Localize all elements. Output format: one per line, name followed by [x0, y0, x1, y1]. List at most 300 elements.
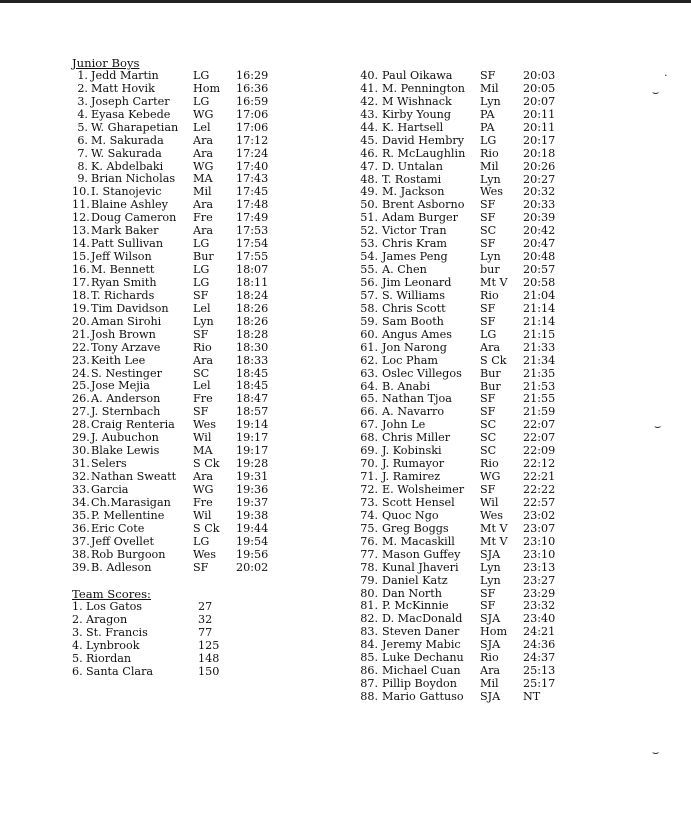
- place-number: 32.: [72, 470, 90, 483]
- runner-name: Paul Oikawa: [382, 69, 453, 82]
- team-code: LG: [193, 237, 210, 251]
- place-number: 24.: [72, 366, 90, 380]
- team-code: Ara: [193, 470, 214, 483]
- team-code: Lyn: [480, 573, 501, 587]
- runner-name: Brent Asborno: [382, 198, 465, 212]
- result-row: [72, 547, 269, 562]
- runner-name: Eric Cote: [91, 521, 145, 535]
- finish-time: 19:31: [236, 470, 269, 483]
- team-code: SF: [480, 211, 496, 225]
- place-number: 14.: [72, 237, 90, 251]
- place-number: 9.: [77, 172, 88, 186]
- runner-name: Tim Davidson: [91, 301, 169, 315]
- team-code: Bur: [480, 379, 501, 393]
- team-code: Hom: [193, 81, 221, 95]
- place-number: 29.: [72, 431, 90, 445]
- finish-time: 17:48: [236, 198, 269, 212]
- finish-time: 22:12: [523, 457, 556, 471]
- place-number: 88.: [360, 690, 378, 703]
- runner-name: Kunal Jhaveri: [382, 560, 459, 574]
- result-row: [72, 314, 269, 329]
- place-number: 31.: [72, 457, 90, 471]
- runner-name: M. Bennett: [91, 263, 155, 276]
- finish-time: 18:57: [236, 405, 269, 419]
- result-row: [72, 94, 269, 109]
- scan-speck: ⌣: [654, 420, 662, 433]
- team-code: Lel: [193, 379, 211, 393]
- finish-time: 17:40: [236, 159, 269, 173]
- finish-time: 22:21: [523, 470, 556, 484]
- runner-name: B. Anabi: [382, 379, 431, 393]
- place-number: 87.: [360, 677, 378, 691]
- runner-name: Jeff Wilson: [91, 250, 152, 264]
- finish-time: 20:02: [236, 560, 269, 574]
- team-code: WG: [480, 470, 501, 484]
- place-number: 8.: [77, 159, 88, 173]
- place-number: 71.: [360, 470, 378, 484]
- runner-name: M Wishnack: [382, 94, 452, 108]
- place-number: 36.: [72, 521, 90, 535]
- runner-name: Eyasa Kebede: [91, 107, 171, 121]
- runner-name: Jeff Ovellet: [91, 534, 154, 548]
- place-number: 40.: [360, 69, 378, 82]
- team-score-row: [72, 625, 213, 640]
- place-number: 52.: [360, 224, 378, 238]
- finish-time: 21:33: [523, 340, 556, 354]
- team-rank: 3.: [72, 625, 83, 639]
- place-number: 5.: [77, 120, 88, 134]
- runner-name: M. Sakurada: [91, 133, 164, 147]
- finish-time: 17:06: [236, 107, 269, 121]
- runner-name: Adam Burger: [382, 211, 458, 225]
- team-code: SF: [480, 237, 496, 251]
- finish-time: 18:33: [236, 353, 269, 367]
- team-code: SF: [480, 392, 496, 406]
- runner-name: Jedd Martin: [91, 68, 159, 82]
- runner-name: Tony Arzave: [91, 340, 161, 354]
- team-code: Ara: [193, 224, 214, 238]
- team-code: Lyn: [193, 314, 214, 328]
- place-number: 30.: [72, 444, 90, 458]
- finish-time: 16:29: [236, 68, 269, 82]
- team-code: Mil: [480, 677, 499, 691]
- team-code: LG: [480, 327, 497, 341]
- finish-time: 20:11: [523, 107, 556, 121]
- team-code: SC: [480, 224, 497, 238]
- finish-time: 18:45: [236, 366, 269, 380]
- runner-name: Jeremy Mabic: [382, 638, 461, 652]
- finish-time: 23:10: [523, 534, 556, 548]
- result-row: [72, 508, 269, 523]
- finish-time: 21:14: [523, 314, 556, 328]
- place-number: 79.: [360, 573, 378, 587]
- runner-name: T. Rostami: [382, 172, 442, 186]
- result-row: [72, 288, 269, 303]
- finish-time: 17:24: [236, 146, 269, 160]
- finish-time: 20:26: [523, 159, 556, 173]
- place-number: 21.: [72, 327, 90, 341]
- runner-name: Jim Leonard: [382, 276, 452, 289]
- finish-time: 19:38: [236, 508, 269, 522]
- finish-time: 17:54: [236, 237, 269, 251]
- result-row: [72, 521, 269, 536]
- runner-name: D. Untalan: [382, 159, 443, 173]
- place-number: 82.: [360, 612, 378, 626]
- place-number: 15.: [72, 250, 90, 264]
- place-number: 70.: [360, 457, 378, 471]
- result-row: [72, 107, 269, 122]
- runner-name: R. McLaughlin: [382, 146, 466, 160]
- result-row: [72, 133, 269, 148]
- team-code: SC: [480, 431, 497, 445]
- finish-time: 21:14: [523, 301, 556, 315]
- runner-name: J. Kobinski: [382, 444, 442, 458]
- place-number: 53.: [360, 237, 378, 251]
- team-code: SF: [480, 198, 496, 212]
- place-number: 23.: [72, 353, 90, 367]
- team-rank: 5.: [72, 651, 83, 665]
- finish-time: 23:32: [523, 599, 556, 613]
- team-code: SF: [193, 405, 209, 419]
- runner-name: Doug Cameron: [91, 211, 177, 225]
- team-name: Santa Clara: [86, 664, 154, 678]
- place-number: 28.: [72, 418, 90, 432]
- runner-name: Greg Boggs: [382, 521, 449, 535]
- place-number: 27.: [72, 405, 90, 419]
- finish-time: 19:44: [236, 521, 269, 535]
- team-code: Lel: [193, 120, 211, 134]
- team-scores-list: [72, 599, 220, 679]
- result-row: [72, 534, 269, 549]
- finish-time: 16:59: [236, 94, 269, 108]
- team-code: MA: [193, 172, 213, 186]
- finish-time: 21:35: [523, 366, 556, 380]
- team-code: LG: [193, 275, 210, 289]
- team-code: Bur: [193, 250, 214, 264]
- runner-name: T. Richards: [91, 288, 155, 302]
- team-code: SF: [193, 288, 209, 302]
- place-number: 44.: [360, 120, 378, 134]
- finish-time: 21:04: [523, 288, 556, 302]
- runner-name: I. Stanojevic: [91, 185, 162, 199]
- runner-name: Chris Scott: [382, 301, 446, 315]
- finish-time: 17:55: [236, 250, 269, 264]
- runner-name: Josh Brown: [91, 327, 156, 341]
- place-number: 86.: [360, 664, 378, 678]
- team-code: Ara: [193, 198, 214, 212]
- team-score: 27: [198, 599, 213, 613]
- runner-name: S. Williams: [382, 288, 446, 302]
- team-code: Wil: [480, 495, 499, 509]
- team-code: Hom: [480, 625, 508, 639]
- team-code: SF: [480, 314, 496, 328]
- runner-name: Mark Baker: [91, 224, 159, 238]
- team-score: 32: [198, 612, 213, 626]
- team-score-row: [72, 612, 213, 627]
- runner-name: A. Navarro: [382, 405, 445, 419]
- team-code: Mt V: [480, 521, 508, 535]
- place-number: 81.: [360, 599, 378, 613]
- team-code: Wes: [480, 508, 503, 522]
- team-code: S Ck: [193, 457, 220, 471]
- runner-name: A. Chen: [382, 263, 427, 277]
- runner-name: B. Adleson: [91, 560, 152, 574]
- team-score-row: [72, 599, 213, 614]
- team-code: LG: [193, 263, 210, 276]
- result-row: [72, 120, 269, 135]
- result-row: [72, 81, 269, 96]
- place-number: 1.: [77, 68, 88, 82]
- team-code: Ara: [193, 146, 214, 160]
- team-score: 77: [198, 625, 213, 639]
- results-column-left: [72, 56, 269, 575]
- team-code: Lel: [193, 301, 211, 315]
- runner-name: Selers: [91, 457, 127, 471]
- team-code: Mil: [193, 185, 212, 199]
- place-number: 78.: [360, 560, 378, 574]
- runner-name: Luke Dechanu: [382, 651, 464, 665]
- finish-time: 20:39: [523, 211, 556, 225]
- finish-time: 25:17: [523, 677, 556, 691]
- runner-name: John Le: [382, 418, 426, 432]
- place-number: 13.: [72, 224, 90, 238]
- finish-time: 18:45: [236, 379, 269, 393]
- place-number: 77.: [360, 547, 378, 561]
- runner-name: J. Rumayor: [382, 457, 445, 471]
- team-name: Los Gatos: [86, 599, 143, 613]
- place-number: 7.: [77, 146, 88, 160]
- scan-top-border: [0, 0, 691, 3]
- team-code: LG: [193, 94, 210, 108]
- finish-time: 21:34: [523, 353, 556, 367]
- runner-name: W. Sakurada: [91, 146, 162, 160]
- finish-time: 19:56: [236, 547, 269, 561]
- team-code: Lyn: [480, 94, 501, 108]
- runner-name: Patt Sullivan: [91, 237, 164, 251]
- team-code: Fre: [193, 495, 213, 509]
- result-row: [72, 560, 269, 575]
- team-code: PA: [480, 107, 495, 121]
- finish-time: 17:45: [236, 185, 269, 199]
- team-code: SF: [193, 560, 209, 574]
- runner-name: Pillip Boydon: [382, 677, 457, 691]
- runner-name: Blake Lewis: [91, 444, 160, 458]
- team-code: PA: [480, 120, 495, 134]
- finish-time: 18:26: [236, 314, 269, 328]
- place-number: 4.: [77, 107, 88, 121]
- finish-time: 21:59: [523, 405, 556, 419]
- finish-time: 20:03: [523, 69, 556, 82]
- finish-time: 19:17: [236, 431, 269, 445]
- team-scores-title: Team Scores:: [72, 587, 151, 601]
- finish-time: 23:40: [523, 612, 556, 626]
- finish-time: 24:37: [523, 651, 556, 665]
- team-code: WG: [193, 107, 214, 121]
- place-number: 76.: [360, 534, 378, 548]
- runner-name: Scott Hensel: [382, 495, 455, 509]
- team-rank: 1.: [72, 599, 83, 613]
- runner-name: Daniel Katz: [382, 573, 448, 587]
- runner-name: K. Hartsell: [382, 120, 444, 134]
- runner-name: D. MacDonald: [382, 612, 463, 626]
- place-number: 51.: [360, 211, 378, 225]
- team-code: Mil: [480, 81, 499, 95]
- finish-time: 24:36: [523, 638, 556, 652]
- result-row: [72, 146, 269, 161]
- team-code: Lyn: [480, 560, 501, 574]
- place-number: 12.: [72, 211, 90, 225]
- team-score-row: [72, 664, 220, 679]
- team-code: WG: [193, 159, 214, 173]
- finish-time: 19:54: [236, 534, 269, 548]
- team-code: Rio: [193, 340, 212, 354]
- place-number: 84.: [360, 638, 378, 652]
- finish-time: 23:02: [523, 508, 556, 522]
- finish-time: 20:18: [523, 146, 556, 160]
- results-list-left: [72, 68, 269, 575]
- runner-name: J. Ramirez: [382, 470, 441, 484]
- finish-time: 20:17: [523, 133, 556, 147]
- place-number: 60.: [360, 327, 378, 341]
- finish-time: 20:58: [523, 276, 556, 289]
- finish-time: 20:11: [523, 120, 556, 134]
- place-number: 11.: [72, 198, 90, 212]
- place-number: 83.: [360, 625, 378, 639]
- result-row: [72, 340, 269, 355]
- place-number: 18.: [72, 288, 90, 302]
- place-number: 50.: [360, 198, 378, 212]
- runner-name: Mario Gattuso: [382, 690, 464, 703]
- team-code: Ara: [480, 340, 501, 354]
- runner-name: Jose Mejia: [91, 379, 150, 393]
- place-number: 61.: [360, 340, 378, 354]
- finish-time: 22:09: [523, 444, 556, 458]
- finish-time: 18:28: [236, 327, 269, 341]
- finish-time: 21:53: [523, 379, 556, 393]
- place-number: 26.: [72, 392, 90, 406]
- team-code: SC: [193, 366, 210, 380]
- finish-time: 22:07: [523, 418, 556, 432]
- team-code: SF: [480, 69, 496, 82]
- runner-name: Chris Kram: [382, 237, 447, 251]
- finish-time: 17:53: [236, 224, 269, 238]
- runner-name: David Hembry: [382, 133, 465, 147]
- team-rank: 6.: [72, 664, 83, 678]
- runner-name: M. Macaskill: [382, 534, 455, 548]
- scan-speck: ⌣: [652, 86, 660, 99]
- team-code: Lyn: [480, 172, 501, 186]
- finish-time: 17:12: [236, 133, 269, 147]
- place-number: 56.: [360, 276, 378, 289]
- place-number: 62.: [360, 353, 378, 367]
- place-number: 35.: [72, 508, 90, 522]
- finish-time: 18:24: [236, 288, 269, 302]
- team-code: SJA: [480, 612, 501, 626]
- runner-name: J. Sternbach: [91, 405, 161, 419]
- finish-time: 24:21: [523, 625, 556, 639]
- runner-name: Victor Tran: [382, 224, 447, 238]
- runner-name: Jon Narong: [382, 340, 447, 354]
- runner-name: Chris Miller: [382, 431, 451, 445]
- scan-speck: ·: [664, 69, 668, 82]
- finish-time: 23:27: [523, 573, 556, 587]
- finish-time: 23:10: [523, 547, 556, 561]
- finish-time: 19:37: [236, 495, 269, 509]
- runner-name: Garcia: [91, 482, 129, 496]
- place-number: 67.: [360, 418, 378, 432]
- team-code: Rio: [480, 457, 499, 471]
- place-number: 25.: [72, 379, 90, 393]
- team-code: Wil: [193, 508, 212, 522]
- place-number: 3.: [77, 94, 88, 108]
- finish-time: 19:28: [236, 457, 269, 471]
- team-code: SF: [480, 599, 496, 613]
- place-number: 34.: [72, 495, 90, 509]
- result-row: [72, 68, 269, 83]
- finish-time: 22:22: [523, 483, 556, 496]
- runner-name: James Peng: [382, 250, 448, 264]
- team-code: Mil: [480, 159, 499, 173]
- finish-time: 20:42: [523, 224, 556, 238]
- place-number: 55.: [360, 263, 378, 277]
- runner-name: Rob Burgoon: [91, 547, 166, 561]
- team-name: Lynbrook: [86, 638, 140, 652]
- place-number: 63.: [360, 366, 378, 380]
- result-row: [72, 353, 269, 368]
- place-number: 47.: [360, 159, 378, 173]
- finish-time: 20:47: [523, 237, 556, 251]
- finish-time: NT: [523, 690, 541, 703]
- place-number: 64.: [360, 379, 378, 393]
- result-row: [72, 495, 269, 510]
- team-code: SJA: [480, 638, 501, 652]
- runner-name: Blaine Ashley: [91, 198, 168, 212]
- team-code: SJA: [480, 690, 501, 703]
- finish-time: 21:55: [523, 392, 556, 406]
- runner-name: Steven Daner: [382, 625, 460, 639]
- finish-time: 19:14: [236, 418, 269, 432]
- runner-name: Dan North: [382, 586, 442, 600]
- result-row: [72, 275, 269, 290]
- finish-time: 23:29: [523, 586, 556, 600]
- team-code: Mt V: [480, 276, 508, 289]
- runner-name: Loc Pham: [382, 353, 438, 367]
- place-number: 58.: [360, 301, 378, 315]
- team-code: Ara: [480, 664, 501, 678]
- place-number: 65.: [360, 392, 378, 406]
- team-code: SF: [193, 327, 209, 341]
- place-number: 72.: [360, 483, 378, 496]
- team-code: Lyn: [480, 250, 501, 264]
- place-number: 10.: [72, 185, 90, 199]
- runner-name: P. Mellentine: [91, 508, 165, 522]
- place-number: 45.: [360, 133, 378, 147]
- place-number: 33.: [72, 482, 90, 496]
- runner-name: Ryan Smith: [91, 275, 157, 289]
- place-number: 41.: [360, 81, 378, 95]
- team-code: Ara: [193, 353, 214, 367]
- runner-name: Michael Cuan: [382, 664, 461, 678]
- place-number: 2.: [77, 81, 88, 95]
- team-code: LG: [193, 534, 210, 548]
- runner-name: Nathan Sweatt: [91, 470, 177, 483]
- place-number: 75.: [360, 521, 378, 535]
- team-code: LG: [193, 68, 210, 82]
- finish-time: 17:49: [236, 211, 269, 225]
- finish-time: 21:15: [523, 327, 556, 341]
- place-number: 59.: [360, 314, 378, 328]
- finish-time: 20:05: [523, 81, 556, 95]
